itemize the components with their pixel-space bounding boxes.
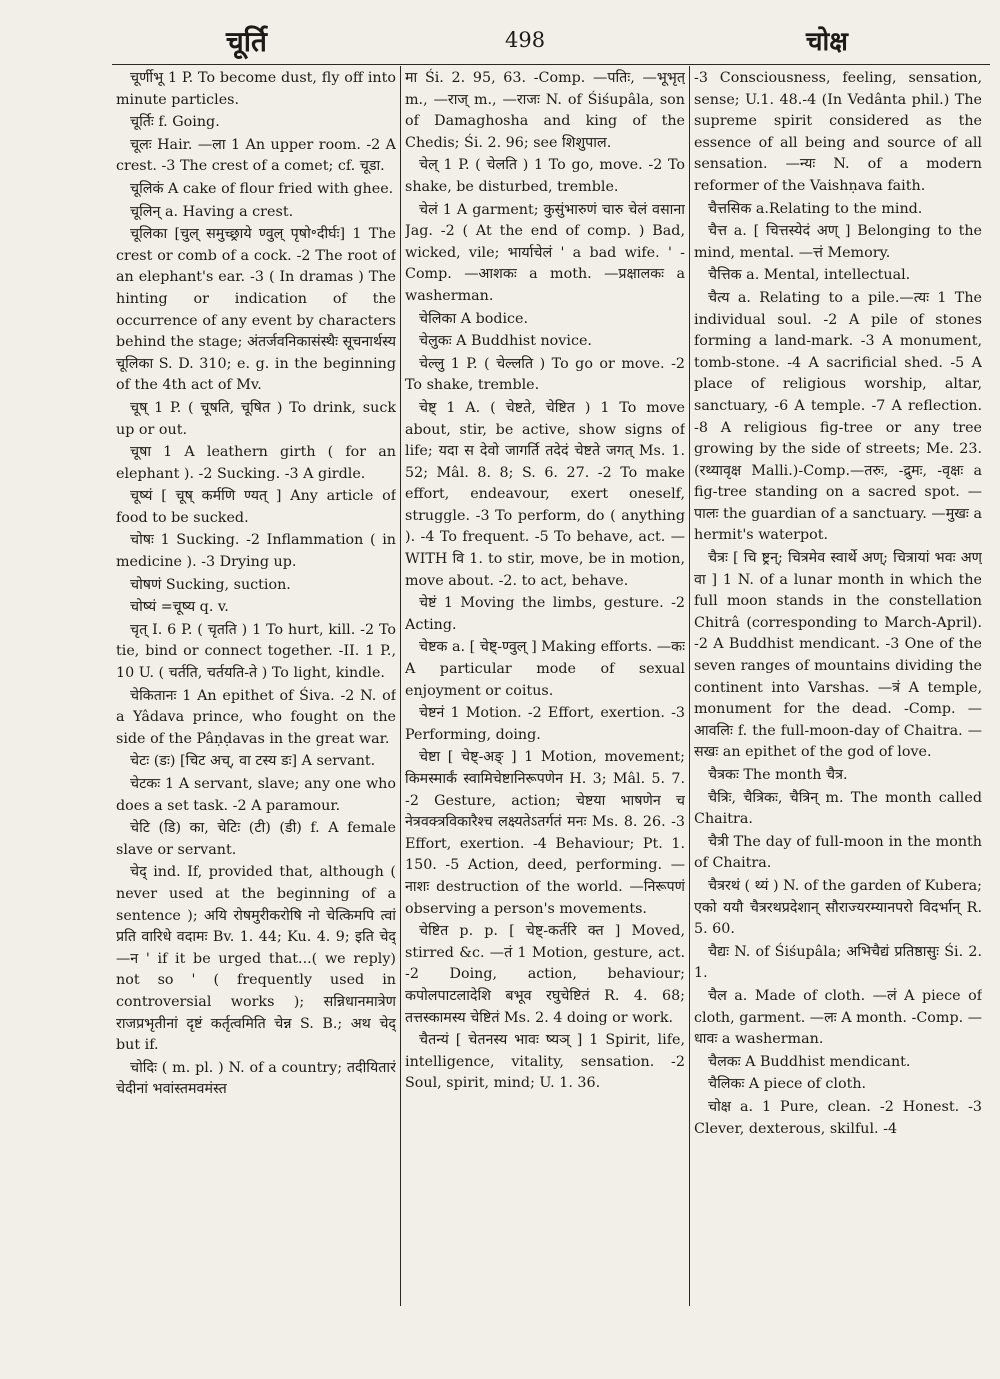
dictionary-entry: चेष्टं 1 Moving the limbs, gesture. -2 Acting.: [405, 595, 685, 633]
dictionary-entry: चूर्तिः f. Going.: [130, 114, 220, 131]
dictionary-entry: चैद्यः N. of Śiśupâla; अभिचैद्यं प्रतिष्ठासुः Śi. 2. 1.: [694, 943, 982, 982]
column-2: [405, 68, 685, 1300]
dictionary-entry: -3 Consciousness, feeling, sensation, sense; U.1. 48.-4 (In Vedânta phil.) The supreme spirit considered as the essence of all being and source of all sensation. —न्यः N. of a modern reformer of the Vaishṇava faith.: [694, 70, 982, 194]
dictionary-entry: चेष्टा [ चेष्ट्-अङ् ] 1 Motion, movement; किमस्मार्कं स्वामिचेष्टानिरूपणेन H. 3; Mâl. 5. 7. -2 Gesture, action; चेष्टया भाषणेन च नेत्रवक्त्रविकारैश्च लक्ष्यतेऽतर्गतं मनः Ms. 8. 26. -3 Effort, exertion. -4 Behaviour; Pt. 1. 150. -5 Action, deed, performing. —नाशः destruction of the world. —निरूपणं observing a person's movements.: [405, 749, 685, 917]
dictionary-entry: चोषः 1 Sucking. -2 Inflammation ( in medicine ). -3 Drying up.: [116, 532, 396, 571]
dictionary-entry: चृत् I. 6 P. ( चृतति ) 1 To hurt, kill. -2 To tie, bind or connect together. -II. 1 P., 10 U. ( चर्तति, चर्तयति-ते ) To light, kindle.: [116, 621, 396, 682]
dictionary-entry: चैत्रिः, चैत्रिकः, चैत्रिन् m. The month called Chaitra.: [694, 789, 982, 828]
dictionary-entry: चैलकः A Buddhist mendicant.: [708, 1053, 911, 1070]
dictionary-entry: चैत्त a. [ चित्तस्येदं अण् ] Belonging to the mind, mental. —त्तं Memory.: [694, 223, 982, 261]
dictionary-entry: चैत्रः [ चि ष्ट्रन्; चित्रमेव स्वार्थे अण्; चित्रायां भवः अण् वा ] 1 N. of a lunar month in which the full moon stands in the constellation Chitrâ (corresponding to March-April). -2 A Buddhist mendicant. -3 One of the seven ranges of mountains dividing the continent into Varshas. —त्रं A temple, monument for the dead. -Comp. —आवलिः f. the full-moon-day of Chaitra. —सखः an epithet of the god of love.: [694, 550, 982, 761]
dictionary-entry: चोषणं Sucking, suction.: [130, 576, 291, 593]
column-divider: [400, 66, 401, 1306]
dictionary-entry: चोदिः ( m. pl. ) N. of a country; तदीयितारं चेदीनां भवांस्तमवमंस्त: [116, 1059, 396, 1098]
dictionary-entry: चूष् 1 P. ( चूषति, चूषित ) To drink, suck up or out.: [116, 399, 396, 438]
dictionary-entry: चोष्यं =चूष्य q. v.: [130, 599, 229, 616]
dictionary-entry: चैल a. Made of cloth. —लं A piece of cloth, garment. —लः A month. -Comp. —धावः a washerman.: [694, 987, 982, 1048]
dictionary-entry: चैत्रकः The month चैत्र.: [708, 767, 848, 783]
dictionary-entry: चेल्लु 1 P. ( चेल्लति ) To go or move. -2 To shake, tremble.: [405, 355, 685, 394]
dictionary-entry: चूलिन् a. Having a crest.: [130, 203, 294, 220]
page-header: [0, 22, 1000, 62]
dictionary-entry: चैतन्यं [ चेतनस्य भावः ष्यञ् ] 1 Spirit, life, intelligence, vitality, sensation. -2 Soul, spirit, mind; U. 1. 36.: [405, 1032, 685, 1092]
header-left-guide-word: चूर्ति: [226, 25, 267, 58]
dictionary-entry: चूषा 1 A leathern girth ( for an elephant ). -2 Sucking. -3 A girdle.: [116, 444, 396, 482]
dictionary-entry: चेष्ट् 1 A. ( चेष्टते, चेष्टित ) 1 To move about, stir, be active, show signs of life; यदा स देवो जागर्ति तदेदं चेष्टते जगत् Ms. 1. 52; Mâl. 8. 8; S. 6. 27. -2 To make effort, endeavour, exert oneself, struggle. -3 To perform, do ( anything ). -4 To frequent. -5 To behave, act. —WITH वि 1. to stir, move, be in motion, move about. -2. to act, behave.: [405, 399, 685, 589]
header-rule: [112, 64, 990, 65]
dictionary-entry: चूष्यं [ चूष् कर्मणि ण्यत् ] Any article of food to be sucked.: [116, 488, 396, 526]
dictionary-entry: मा Śi. 2. 95, 63. -Comp. —पतिः, —भूभृत् m., —राज् m., —राजः N. of Śiśupâla, son of Damaghosha and king of the Chedis; Śi. 2. 96; see शिशुपाल.: [405, 70, 685, 151]
dictionary-entry: चेद् ind. If, provided that, although ( never used at the beginning of a sentence ); अयि रोषमुरीकरोषि नो चेत्किमपि त्वां प्रति वारिधे वदामः Bv. 1. 44; Ku. 4. 9; इति चेद् —न ' if it be urged that...( we reply) not so ' ( frequently used in controversial works ); सन्निधानमात्रेण राजप्रभृतीनां दृष्टं कर्तृत्वमिति चेन्न S. B.; अथ चेद् but if.: [116, 864, 396, 1054]
dictionary-entry: चेलिका A bodice.: [419, 310, 529, 327]
column-3: [694, 68, 982, 1288]
column-divider: [689, 66, 690, 1306]
dictionary-entry: चेटकः 1 A servant, slave; any one who does a set task. -2 A paramour.: [116, 776, 396, 814]
dictionary-entry: चेलं 1 A garment; कुसुंभारुणं चारु चेलं वसाना Jag. -2 ( At the end of comp. ) Bad, wicked, vile; भार्याचेलं ' a bad wife. ' -Comp. —आशकः a moth. —प्रक्षालकः a washerman.: [405, 201, 685, 304]
dictionary-entry: चूलिका [चुल् समुच्छ्राये ण्वुल् पृषो॰दीर्घः] 1 The crest or comb of a cock. -2 The root of an elephant's ear. -3 ( In dramas ) The hinting or indication of the occurrence of any event by characters behind the stage; अंतर्जवनिकासंस्थैः सूचनार्थस्य चूलिका S. D. 310; e. g. in the beginning of the 4th act of Mv.: [116, 226, 396, 394]
dictionary-entry: चोक्ष a. 1 Pure, clean. -2 Honest. -3 Clever, dexterous, skilful. -4: [694, 1098, 982, 1137]
dictionary-entry: चूलिकं A cake of flour fried with ghee.: [130, 180, 394, 197]
dictionary-entry: चेष्टनं 1 Motion. -2 Effort, exertion. -3 Performing, doing.: [405, 705, 685, 743]
dictionary-entry: चेटः (डः) [चिट अच्, वा टस्य डः] A servant.: [130, 753, 376, 770]
column-1: [116, 68, 396, 1288]
header-right-guide-word: चोक्ष: [806, 27, 848, 57]
dictionary-entry: चेष्टित p. p. [ चेष्ट्-कर्तरि क्त ] Moved, stirred &c. —तं 1 Motion, gesture, act. -2 Doing, action, behaviour; कपोलपाटलादेशि बभूव रघुचेष्टितं R. 4. 68; तत्तस्कामस्य चेष्टितं Ms. 2. 4 doing or work.: [405, 923, 685, 1026]
dictionary-entry: चेकितानः 1 An epithet of Śiva. -2 N. of a Yâdava prince, who fought on the side of the Pâṇḍavas in the great war.: [116, 687, 396, 747]
dictionary-entry: चेटि (डि) का, चेटिः (टी) (डी) f. A female slave or servant.: [116, 820, 396, 858]
dictionary-entry: चूलः Hair. —ला 1 An upper room. -2 A crest. -3 The crest of a comet; cf. चूडा.: [116, 136, 396, 175]
dictionary-entry: चैत्तसिक a.Relating to the mind.: [708, 200, 923, 217]
page-number: 498: [505, 28, 546, 52]
dictionary-entry: चेल् 1 P. ( चेलति ) 1 To go, move. -2 To shake, be disturbed, tremble.: [405, 157, 685, 195]
dictionary-entry: चैलिकः A piece of cloth.: [708, 1076, 867, 1093]
dictionary-entry: चूर्णीभू 1 P. To become dust, fly off into minute particles.: [116, 70, 396, 108]
dictionary-entry: चैत्ररथं ( थ्यं ) N. of the garden of Kubera; एको ययौ चैत्ररथप्रदेशान् सौराज्यरम्यानपरो विदर्भान् R. 5. 60.: [694, 877, 982, 938]
dictionary-entry: चेष्टक a. [ चेष्ट्-ण्वुल् ] Making efforts. —कः A particular mode of sexual enjoyment or coitus.: [405, 639, 685, 699]
dictionary-entry: चैत्री The day of full-moon in the month of Chaitra.: [694, 833, 982, 872]
dictionary-entry: चैत्य a. Relating to a pile.—त्यः 1 The individual soul. -2 A pile of stones forming a land-mark. -3 A monument, tomb-stone. -4 A sacrificial shed. -5 A place of religious worship, altar, sanctuary, -6 A temple. -7 A reflection. -8 A religious fig-tree or any tree growing by the side of streets; Me. 23. (रथ्यावृक्ष Malli.)-Comp.—तरुः, -द्रुमः, -वृक्षः a fig-tree standing on a sacred spot. —पालः the guardian of a sanctuary. —मुखः a hermit's waterpot.: [694, 289, 982, 544]
dictionary-entry: चैत्तिक a. Mental, intellectual.: [708, 267, 911, 284]
dictionary-entry: चेलुकः A Buddhist novice.: [419, 333, 592, 350]
